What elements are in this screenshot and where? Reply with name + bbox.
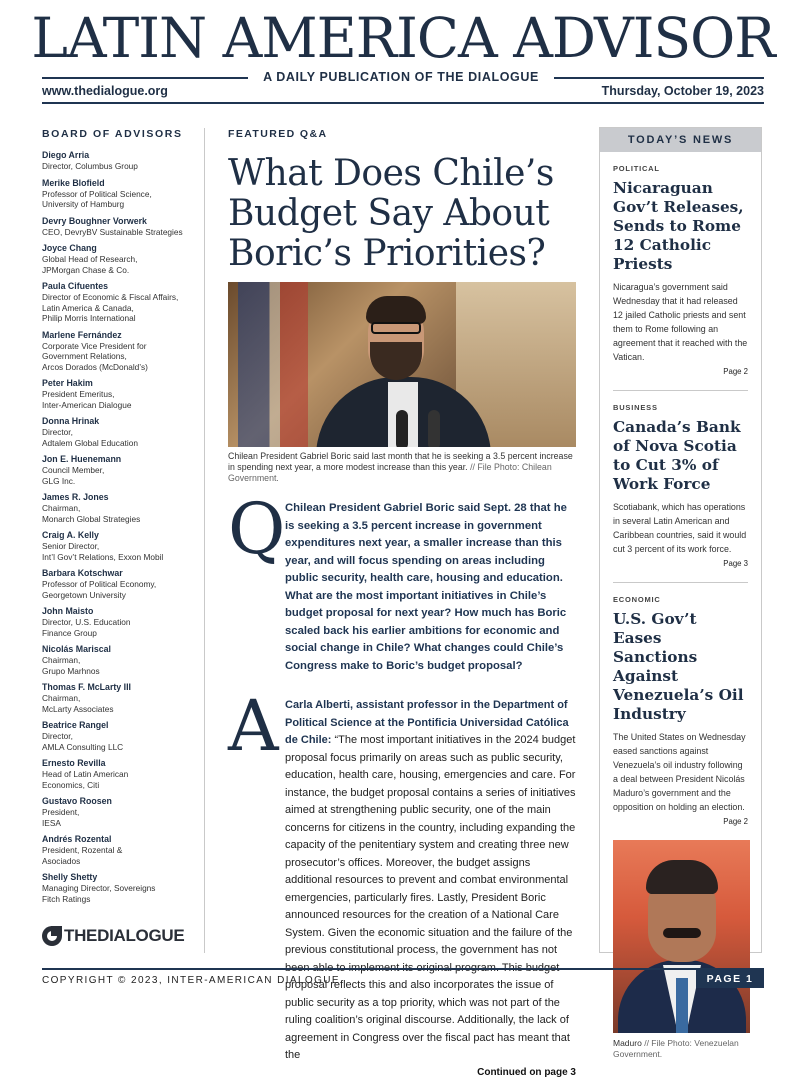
advisor-name: Ernesto Revilla [42,758,106,768]
answer-dropcap: A [228,685,279,767]
continued-link[interactable]: Continued on page 3 [477,1066,576,1078]
masthead-divider [42,102,764,104]
issue-date: Thursday, October 19, 2023 [601,84,764,98]
advisor-role: President, Rozental & Asociados [42,845,123,866]
news-page-link[interactable]: Page 2 [723,817,748,826]
advisor [42,454,192,486]
featured-qa [228,128,576,1078]
answer-text [228,697,576,1065]
masthead-title: LATIN AMERICA ADVISOR [31,6,775,70]
advisor-role: Global Head of Research, JPMorgan Chase & Co. [42,254,138,275]
advisor-name: Joyce Chang [42,243,97,253]
answer-body: “The most important initiatives in the 2024 budget proposal focus primarily on areas such as public security, education, health care, housing, emergencies and care. For instance, the budget proposal contains a series of initiatives aimed at strengthening public security, one of the main concerns for citizens in the country, including expanding the capacity of the penitentiary system and creating three new prosecutor’s offices. Moreover, the budget assigns additional resources to prevent and combat environmental emergencies, particularly fires. Lastly, President Boric announced resources for the creation of a National Care System. Given the economic situation and the failure of the previous constitutional process, the government has not proposal reflects this and also incorporates the issue of public security as a top priority, which was not part of the ruling coalition’s original discourse. Additionally, the lack of agreement in Congress over the fiscal pact has meant that the [285,734,576,1061]
advisor-role: Chairman, McLarty Associates [42,693,114,714]
advisor [42,530,192,562]
advisor-role: Director, U.S. Education Finance Group [42,617,131,638]
section-kicker: FEATURED Q&A [228,128,328,140]
advisor-name: Jon E. Huenemann [42,454,122,464]
advisor-role: CEO, DevryBV Sustainable Strategies [42,226,183,237]
advisor-name: Marlene Fernández [42,329,122,340]
dialogue-logo-icon [42,926,62,946]
advisor [42,150,192,172]
glasses-shape [371,322,421,334]
advisor-name: Andrés Rozental [42,834,112,844]
advisor-name: Craig A. Kelly [42,530,99,540]
board-heading: BOARD OF ADVISORS [42,128,183,140]
advisor-name: Nicolás Mariscal [42,644,111,654]
news-divider [613,582,748,583]
caption-text: Chilean President Gabriel Boric said last month that he is seeking a 3.5 percent increase in spending next year, a more modest increase than this year. [228,451,573,472]
advisor-role: Chairman, Grupo Marhnos [42,655,100,676]
featured-headline: What Does Chile’s Budget Say About Boric’s Priorities? [228,153,554,274]
microphone-icon [396,410,408,447]
advisor-name: John Maisto [42,606,94,616]
column-divider [204,128,205,953]
advisor [42,606,192,638]
maduro-photo [613,840,750,1033]
advisor [42,568,192,600]
news-item [600,595,761,826]
logo-text: THEDIALOGUE [64,926,185,945]
news-category: ECONOMIC [613,595,661,604]
advisor-role: Corporate Vice President for Government Relations, Arcos Dorados (McDonald’s) [42,340,148,372]
news-category: POLITICAL [613,164,660,173]
answer-block [228,685,576,1065]
advisor-role: Managing Director, Sovereigns Fitch Ratings [42,883,156,904]
board-of-advisors [42,128,192,910]
advisor-name: Diego Arria [42,150,90,160]
footer-rule [42,968,764,970]
advisor [42,378,192,410]
microphone-icon [428,410,440,447]
masthead-rule-left [42,77,248,79]
news-headline[interactable]: Nicaraguan Gov’t Releases, Sends to Rome 12 Catholic Priests [613,179,744,273]
advisor [42,796,192,828]
masthead-rule-right [554,77,764,79]
tie-shape [676,978,688,1033]
advisor [42,330,192,373]
advisor-role: Senior Director, Int’l Gov’t Relations, Exxon Mobil [42,541,164,562]
advisor [42,416,192,448]
advisor-name: Donna Hrinak [42,416,100,426]
the-dialogue-logo [42,926,184,946]
advisor-role: Director of Economic & Fiscal Affairs, Latin America & Canada, Philip Morris International [42,292,179,323]
news-headline[interactable]: Canada’s Bank of Nova Scotia to Cut 3% of Work Force [613,418,741,493]
advisor [42,492,192,524]
advisor-name: Paula Cifuentes [42,281,108,291]
advisor-name: Gustavo Roosen [42,796,112,806]
news-page-link[interactable]: Page 3 [723,559,748,568]
advisor-name: James R. Jones [42,492,109,502]
advisor-role: Head of Latin American Economics, Citi [42,769,129,790]
page-number-badge: PAGE 1 [696,970,764,988]
advisor-name: Shelly Shetty [42,872,98,882]
advisor-role: Director, AMLA Consulting LLC [42,731,124,752]
news-divider [613,390,748,391]
news-summary: Scotiabank, which has operations in several Latin American and Caribbean countries, said it would cut 3 percent of its work force. [613,502,747,554]
answer-attribution: Carla Alberti, assistant professor in the Department of Political Science at the Pontificia Universidad Católica de Chile: [285,699,569,746]
copyright-notice: COPYRIGHT © 2023, INTER-AMERICAN DIALOGUE [42,975,340,986]
caption-credit: // File Photo: Venezuelan Government. [613,1038,739,1059]
hair-shape [366,296,426,324]
news-item [600,403,761,583]
news-page-link[interactable]: Page 2 [723,367,748,376]
advisor-role: Professor of Political Science, University of Hamburg [42,188,152,209]
news-heading: TODAY’S NEWS [600,128,761,152]
advisor [42,281,192,324]
news-summary: The United States on Wednesday eased sanctions against Venezuela’s oil industry following a deal between President Nicolás Maduro’s government and the opposition on holding an election. [613,732,746,812]
advisor-role: President, IESA [42,807,80,828]
advisor [42,758,192,790]
news-item [600,164,761,391]
advisor-name: Barbara Kotschwar [42,568,123,578]
advisor [42,682,192,714]
news-category: BUSINESS [613,403,658,412]
advisor [42,216,192,238]
news-summary: Nicaragua’s government said Wednesday that it had released 12 jailed Catholic priests and sent them to Rome following an agreement that it reached with the Vatican. [613,282,748,362]
maduro-caption [613,1038,748,1059]
advisor-name: Devry Boughner Vorwerk [42,215,147,226]
masthead-tagline: A DAILY PUBLICATION OF THE DIALOGUE [263,70,539,84]
advisor-role: President Emeritus, Inter-American Dialogue [42,389,132,410]
caption-name: Maduro [613,1038,642,1048]
hair-shape [646,860,718,894]
advisor-name: Thomas F. McLarty III [42,682,131,692]
beard-shape [370,342,422,380]
advisor-role: Council Member, GLG Inc. [42,465,105,486]
question-block [228,488,576,675]
advisor-list [42,150,192,904]
advisor [42,872,192,904]
advisor [42,178,192,210]
advisor [42,644,192,676]
advisor-role: Chairman, Monarch Global Strategies [42,503,141,524]
advisor [42,243,192,275]
question-dropcap: Q [228,488,286,570]
caption-credit: // File Photo: Chilean Government. [228,462,552,483]
advisor [42,720,192,752]
advisor-name: Merike Blofield [42,177,105,188]
website-link[interactable]: www.thedialogue.org [42,84,168,98]
question-text: Chilean President Gabriel Boric said Sept. 28 that he is seeking a 3.5 percent increase in government expenditures next year, a smaller increase than this year, and will focus spending on areas including public security, health care, housing and education. What are the most important initiatives in Chile’s budget proposal for next year? How much has Boric scaled back his earlier ambitions for economic and social change in Chile? What changes could Chile’s Congress make to Boric’s budget proposal? [285,502,567,672]
photo-caption [228,451,576,484]
flag-shape [238,282,308,447]
advisor-name: Peter Hakim [42,378,93,388]
advisor-role: Director, Adtalem Global Education [42,427,138,448]
advisor [42,834,192,866]
news-headline[interactable]: U.S. Gov’t Eases Sanctions Against Venezuela’s Oil Industry [613,610,744,723]
advisor-name: Beatrice Rangel [42,720,109,730]
advisor-role: Professor of Political Economy, Georgetown University [42,579,157,600]
advisor-role: Director, Columbus Group [42,161,138,171]
mustache-shape [663,928,701,938]
boric-photo [228,282,576,447]
